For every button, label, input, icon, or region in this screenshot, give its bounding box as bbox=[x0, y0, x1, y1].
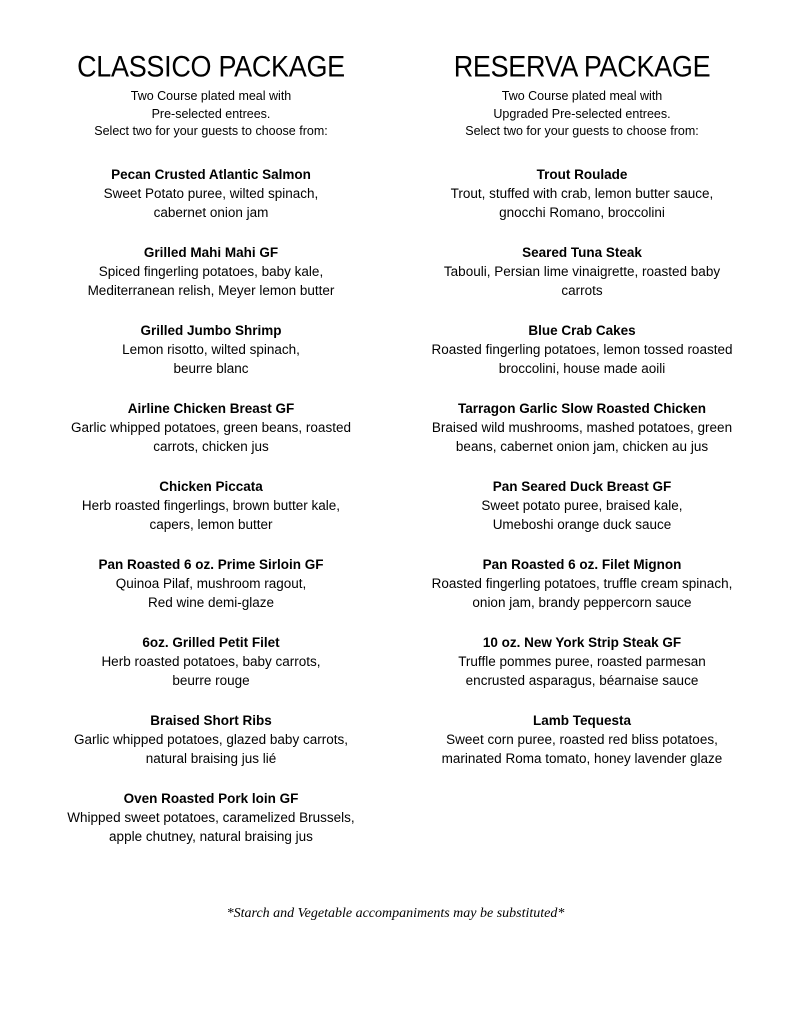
menu-item-name: 10 oz. New York Strip Steak GF bbox=[482, 634, 682, 650]
menu-item-description-line: Roasted fingerling potatoes, lemon tossed roasted bbox=[431, 341, 733, 357]
menu-item bbox=[397, 633, 767, 690]
menu-item bbox=[397, 555, 767, 612]
menu-item-description bbox=[26, 574, 396, 612]
menu-item-description bbox=[397, 418, 767, 456]
menu-item-description bbox=[397, 652, 767, 690]
menu-item-name: Blue Crab Cakes bbox=[528, 322, 636, 338]
reserva-intro-line: Upgraded Pre-selected entrees. bbox=[493, 106, 671, 121]
menu-item bbox=[397, 711, 767, 768]
menu-item bbox=[26, 477, 396, 534]
menu-item-description-line: marinated Roma tomato, honey lavender glaze bbox=[441, 750, 723, 766]
reserva-intro-line: Two Course plated meal with bbox=[501, 89, 663, 103]
menu-item-description bbox=[26, 652, 396, 690]
menu-item-description bbox=[26, 184, 396, 222]
classico-intro-line: Select two for your guests to choose from: bbox=[94, 124, 328, 138]
menu-item bbox=[397, 165, 767, 222]
menu-item-description bbox=[397, 574, 767, 612]
menu-item-description bbox=[26, 808, 396, 846]
menu-item-description-line: Spiced fingerling potatoes, baby kale, bbox=[98, 263, 324, 279]
menu-item-description-line: onion jam, brandy peppercorn sauce bbox=[472, 594, 692, 610]
menu-item-description-line: natural braising jus lié bbox=[145, 750, 277, 766]
menu-item-description-line: Garlic whipped potatoes, green beans, roasted bbox=[71, 419, 351, 435]
menu-item-description-line: Whipped sweet potatoes, caramelized Brussels, bbox=[67, 809, 355, 825]
menu-item-name: Pecan Crusted Atlantic Salmon bbox=[111, 166, 311, 182]
menu-item-description bbox=[397, 184, 767, 222]
menu-item-description-line: apple chutney, natural braising jus bbox=[109, 828, 313, 844]
menu-item-description-line: Braised wild mushrooms, mashed potatoes, green bbox=[431, 419, 733, 435]
classico-intro-line: Pre-selected entrees. bbox=[151, 106, 271, 121]
menu-item-description-line: Garlic whipped potatoes, glazed baby carrots, bbox=[74, 731, 348, 747]
classico-entree-list bbox=[26, 165, 396, 846]
menu-item-description-line: carrots, chicken jus bbox=[153, 438, 269, 454]
menu-item-description-line: Herb roasted fingerlings, brown butter kale, bbox=[81, 497, 341, 513]
menu-item-description-line: Lemon risotto, wilted spinach, bbox=[122, 341, 300, 357]
menu-item-name: Chicken Piccata bbox=[159, 478, 263, 494]
menu-item-description-line: Truffle pommes puree, roasted parmesan bbox=[458, 653, 706, 669]
classico-package bbox=[26, 50, 396, 867]
menu-item-name: Airline Chicken Breast GF bbox=[127, 400, 295, 416]
menu-item bbox=[26, 165, 396, 222]
menu-item-description-line: Quinoa Pilaf, mushroom ragout, bbox=[115, 575, 307, 591]
menu-item-description bbox=[397, 262, 767, 300]
menu-item-description-line: gnocchi Romano, broccolini bbox=[499, 204, 665, 220]
menu-item-description-line: encrusted asparagus, béarnaise sauce bbox=[465, 672, 699, 688]
reserva-entree-list bbox=[397, 165, 767, 768]
menu-item-description-line: Umeboshi orange duck sauce bbox=[492, 516, 672, 532]
menu-item-description bbox=[26, 340, 396, 378]
menu-item-name: Trout Roulade bbox=[536, 166, 628, 182]
classico-title: CLASSICO PACKAGE bbox=[77, 50, 345, 84]
menu-item-description bbox=[397, 730, 767, 768]
menu-item-name: 6oz. Grilled Petit Filet bbox=[142, 634, 280, 650]
menu-item bbox=[397, 321, 767, 378]
reserva-package bbox=[397, 50, 767, 789]
menu-item-name: Pan Roasted 6 oz. Filet Mignon bbox=[482, 556, 682, 572]
menu-item-description bbox=[397, 496, 767, 534]
menu-item-description-line: beurre blanc bbox=[173, 360, 249, 376]
menu-item-description bbox=[26, 418, 396, 456]
menu-item-description-line: Sweet potato puree, braised kale, bbox=[481, 497, 683, 513]
menu-item bbox=[26, 243, 396, 300]
menu-item bbox=[26, 711, 396, 768]
menu-item-description-line: Sweet Potato puree, wilted spinach, bbox=[103, 185, 319, 201]
menu-item-description-line: Trout, stuffed with crab, lemon butter sauce, bbox=[450, 185, 714, 201]
menu-item-description bbox=[397, 340, 767, 378]
menu-item-name: Tarragon Garlic Slow Roasted Chicken bbox=[457, 400, 707, 416]
menu-item-description-line: Mediterranean relish, Meyer lemon butter bbox=[87, 282, 335, 298]
menu-item bbox=[26, 321, 396, 378]
reserva-title: RESERVA PACKAGE bbox=[453, 50, 711, 84]
menu-item-name: Lamb Tequesta bbox=[532, 712, 632, 728]
menu-item-description-line: capers, lemon butter bbox=[149, 516, 273, 532]
menu-item-description bbox=[26, 496, 396, 534]
classico-intro bbox=[26, 88, 396, 141]
menu-item-description-line: carrots bbox=[561, 282, 603, 298]
menu-item-description-line: Red wine demi-glaze bbox=[147, 594, 275, 610]
menu-item-name: Oven Roasted Pork loin GF bbox=[123, 790, 299, 806]
menu-item-description-line: beans, cabernet onion jam, chicken au jus bbox=[455, 438, 709, 454]
menu-item-description-line: Tabouli, Persian lime vinaigrette, roasted baby bbox=[443, 263, 721, 279]
menu-item-description-line: Herb roasted potatoes, baby carrots, bbox=[101, 653, 321, 669]
menu-item-description bbox=[26, 730, 396, 768]
menu-item bbox=[26, 555, 396, 612]
menu-item-name: Pan Seared Duck Breast GF bbox=[492, 478, 672, 494]
reserva-intro bbox=[397, 88, 767, 141]
menu-item bbox=[26, 399, 396, 456]
menu-item-description-line: broccolini, house made aoili bbox=[498, 360, 666, 376]
menu-item-description bbox=[26, 262, 396, 300]
menu-item-description-line: Roasted fingerling potatoes, truffle cream spinach, bbox=[431, 575, 733, 591]
menu-item-description-line: beurre rouge bbox=[172, 672, 250, 688]
menu-item-description-line: cabernet onion jam bbox=[153, 204, 269, 220]
footnote: *Starch and Vegetable accompaniments may be substituted* bbox=[226, 906, 565, 921]
menu-item bbox=[397, 243, 767, 300]
menu-item-name: Pan Roasted 6 oz. Prime Sirloin GF bbox=[98, 556, 324, 572]
menu-item bbox=[26, 633, 396, 690]
menu-item-description-line: Sweet corn puree, roasted red bliss potatoes, bbox=[446, 731, 718, 747]
menu-item bbox=[397, 477, 767, 534]
menu-item bbox=[397, 399, 767, 456]
reserva-intro-line: Select two for your guests to choose from: bbox=[465, 124, 699, 138]
menu-item bbox=[26, 789, 396, 846]
menu-item-name: Braised Short Ribs bbox=[150, 712, 272, 728]
classico-intro-line: Two Course plated meal with bbox=[130, 89, 292, 103]
menu-item-name: Grilled Mahi Mahi GF bbox=[143, 244, 279, 260]
menu-item-name: Seared Tuna Steak bbox=[522, 244, 642, 260]
menu-item-name: Grilled Jumbo Shrimp bbox=[140, 322, 282, 338]
